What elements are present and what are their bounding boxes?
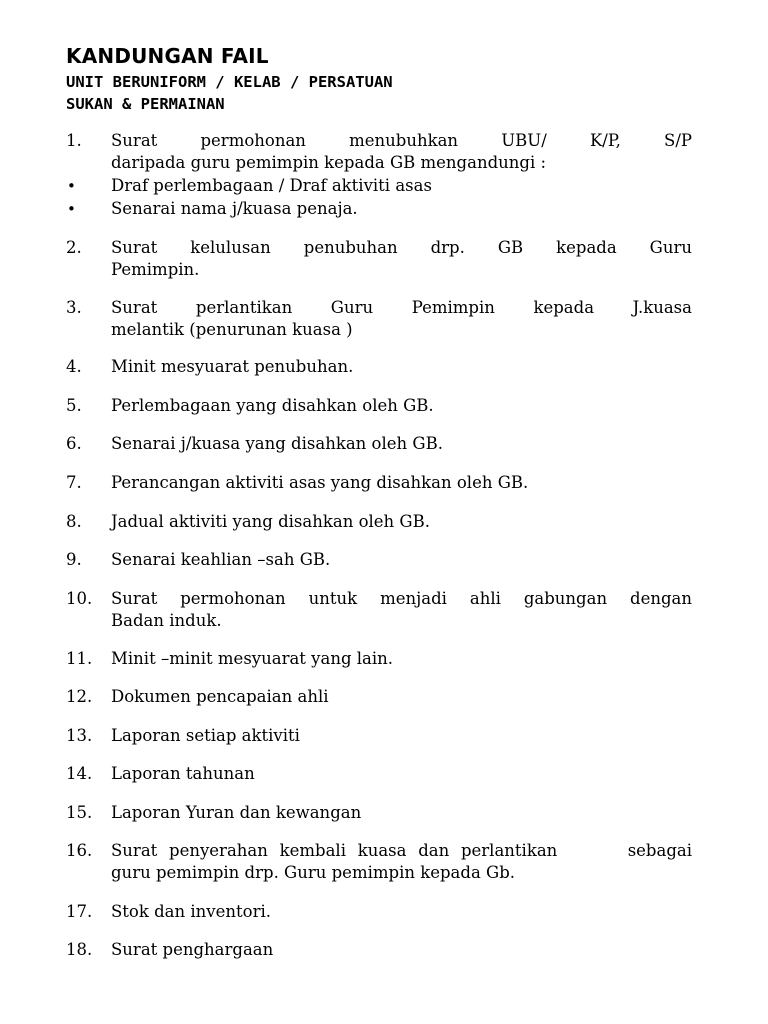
bullet-text: Senarai nama j/kuasa penaja. xyxy=(111,199,358,218)
item-number: 3. xyxy=(66,298,82,317)
item-number: 12. xyxy=(66,687,93,706)
document-subtitle-line1: UNIT BERUNIFORM / KELAB / PERSATUAN xyxy=(66,73,393,91)
item-text: Minit –minit mesyuarat yang lain. xyxy=(111,649,394,668)
item-text-line1: Surat permohonan untuk menjadi ahli gabungan dengan xyxy=(111,589,692,608)
item-text-line1: Surat kelulusan penubuhan drp. GB kepada Guru xyxy=(111,238,692,257)
document-subtitle-line2: SUKAN & PERMAINAN xyxy=(66,95,225,113)
item-text: Stok dan inventori. xyxy=(111,902,271,921)
list-item-1 xyxy=(66,130,694,174)
list-item-10 xyxy=(66,588,694,632)
list-item-8 xyxy=(66,511,694,533)
item-number: 13. xyxy=(66,726,93,745)
item-text-line2: guru pemimpin drp. Guru pemimpin kepada Gb. xyxy=(111,863,516,882)
item-text: Perancangan aktiviti asas yang disahkan oleh GB. xyxy=(111,473,529,492)
item-text-line1: Surat penyerahan kembali kuasa dan perlantikan sebagai xyxy=(111,841,692,860)
item-number: 16. xyxy=(66,841,93,860)
list-item-18 xyxy=(66,939,694,961)
item-text-line2: melantik (penurunan kuasa ) xyxy=(111,320,353,339)
item-number: 6. xyxy=(66,434,82,453)
item-text: Jadual aktiviti yang disahkan oleh GB. xyxy=(111,512,430,531)
item-text: Surat penghargaan xyxy=(111,940,274,959)
list-item-15 xyxy=(66,802,694,824)
list-item-2 xyxy=(66,237,694,281)
item-number: 7. xyxy=(66,473,82,492)
list-item-9 xyxy=(66,549,694,571)
bullet-item-1 xyxy=(66,175,694,197)
bullet-item-2 xyxy=(66,198,694,220)
list-item-3 xyxy=(66,297,694,341)
item-text: Dokumen pencapaian ahli xyxy=(111,687,329,706)
item-number: 5. xyxy=(66,396,82,415)
item-text: Minit mesyuarat penubuhan. xyxy=(111,357,354,376)
item-number: 9. xyxy=(66,550,82,569)
list-item-5 xyxy=(66,395,694,417)
list-item-12 xyxy=(66,686,694,708)
item-number: 11. xyxy=(66,649,93,668)
list-item-7 xyxy=(66,472,694,494)
item-text-line1: Surat perlantikan Guru Pemimpin kepada J.kuasa xyxy=(111,298,692,317)
item-text-line2: Badan induk. xyxy=(111,611,222,630)
list-item-13 xyxy=(66,725,694,747)
list-item-4 xyxy=(66,356,694,378)
item-text: Perlembagaan yang disahkan oleh GB. xyxy=(111,396,434,415)
item-number: 2. xyxy=(66,238,82,257)
list-item-17 xyxy=(66,901,694,923)
bullet-icon: • xyxy=(67,177,76,195)
item-number: 15. xyxy=(66,803,93,822)
list-item-16 xyxy=(66,840,694,884)
item-number: 1. xyxy=(66,131,82,150)
document-title: KANDUNGAN FAIL xyxy=(66,44,269,68)
item-text: Laporan Yuran dan kewangan xyxy=(111,803,362,822)
item-number: 14. xyxy=(66,764,93,783)
item-text-line2: Pemimpin. xyxy=(111,260,200,279)
item-text: Senarai j/kuasa yang disahkan oleh GB. xyxy=(111,434,443,453)
item-number: 17. xyxy=(66,902,93,921)
item-text: Senarai keahlian –sah GB. xyxy=(111,550,331,569)
bullet-icon: • xyxy=(67,200,76,218)
item-number: 10. xyxy=(66,589,93,608)
item-text-line2: daripada guru pemimpin kepada GB mengandungi : xyxy=(111,153,547,172)
item-text: Laporan tahunan xyxy=(111,764,255,783)
list-item-6 xyxy=(66,433,694,455)
list-item-14 xyxy=(66,763,694,785)
item-text-line1: Surat permohonan menubuhkan UBU/ K/P, S/P xyxy=(111,131,692,150)
item-number: 18. xyxy=(66,940,93,959)
item-number: 4. xyxy=(66,357,82,376)
item-text: Laporan setiap aktiviti xyxy=(111,726,300,745)
bullet-text: Draf perlembagaan / Draf aktiviti asas xyxy=(111,176,432,195)
item-number: 8. xyxy=(66,512,82,531)
list-item-11 xyxy=(66,648,694,670)
